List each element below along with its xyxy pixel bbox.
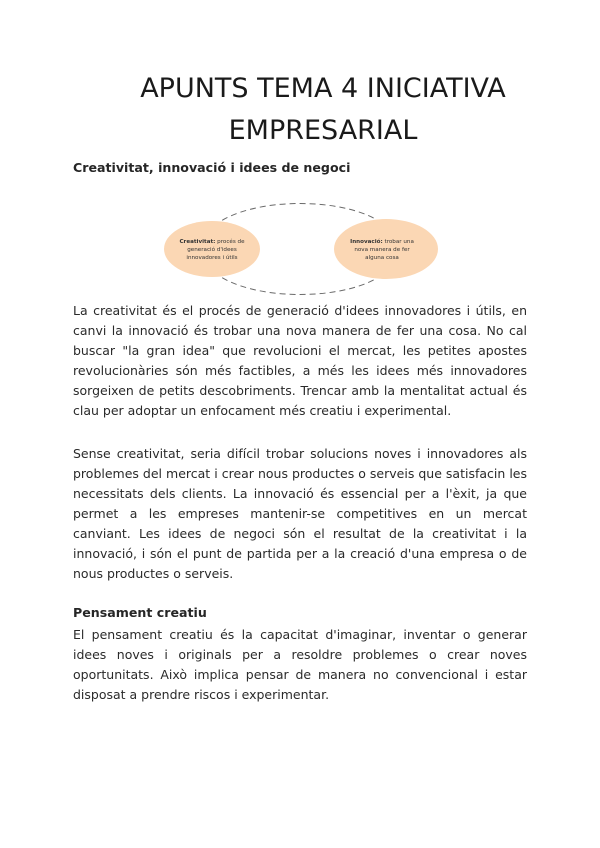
creativity-node-line-2: generació d'idees	[187, 247, 237, 253]
creativity-node-line-1	[179, 238, 245, 245]
body-paragraph-2: Sense creativitat, seria difícil trobar solucions noves i innovadores als problemes del mercat i crear nous productes o serveis que satisfacin les necessitats dels clients. La innovació és essencial per a l'èxit, ja que permet a les empreses mantenir-se competitives en un mercat canviant. Les idees de negoci són el resultat de la creativitat i la innovació, i són el punt de partida per a la creació d'una empresa o de nous productes o serveis.	[73, 446, 527, 581]
bottom-connector-arc	[214, 272, 386, 295]
title-line-2: EMPRESARIAL	[228, 115, 418, 146]
subheading-creative-thinking: Pensament creatiu	[73, 605, 207, 620]
body-paragraph-3: El pensament creatiu és la capacitat d'imaginar, inventar o generar idees noves i originals per a resoldre problemes o crear noves oportunitats. Això implica pensar de manera no convencional i estar disposat a prendre riscos i experimentar.	[73, 627, 527, 702]
innovation-node-line-3: alguna cosa	[365, 255, 399, 261]
creativity-node-line-3: innovadores i útils	[186, 255, 238, 261]
creativity-node-term: Creativitat:	[179, 239, 216, 245]
innovation-node-line-1	[350, 238, 414, 245]
innovation-node-term: Innovació:	[350, 239, 383, 245]
page-title	[73, 68, 573, 152]
creativity-innovation-diagram	[150, 198, 450, 298]
body-paragraph-1: La creativitat és el procés de generació d'idees innovadores i útils, en canvi la innovació és trobar una nova manera de fer una cosa. No cal buscar "la gran idea" que revolucioni el mercat, les petites apostes revolucionàries són més factibles, a més les idees més innovadores sorgeixen de petits descobriments. Trencar amb la mentalitat actual és clau per adoptar un enfocament més creatiu i experimental.	[73, 303, 527, 418]
title-line-1: APUNTS TEMA 4 INICIATIVA	[140, 73, 506, 104]
top-connector-arc	[214, 204, 386, 227]
creativity-node-line-1-rest: procés de	[215, 239, 245, 245]
innovation-node-line-1-rest: trobar una	[382, 239, 414, 245]
section-heading: Creativitat, innovació i idees de negoci	[73, 160, 351, 175]
innovation-node-line-2: nova manera de fer	[354, 247, 410, 253]
